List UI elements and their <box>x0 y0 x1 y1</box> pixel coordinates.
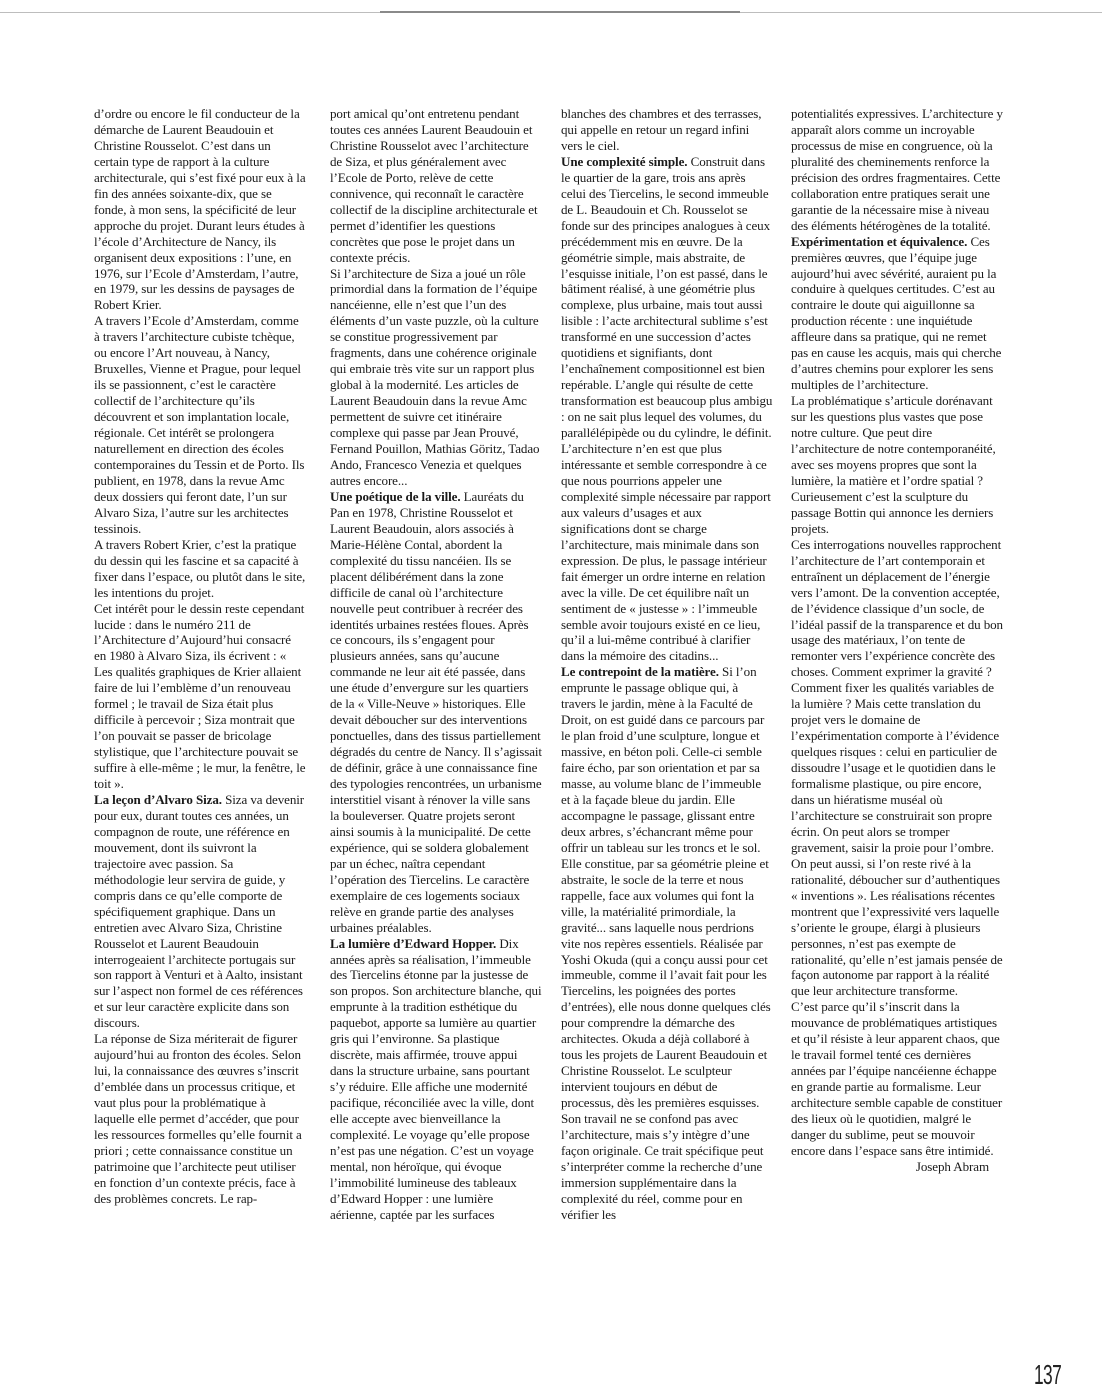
page-number: 137 <box>1034 1359 1062 1390</box>
paragraph-text: La problématique s’articule dorénavant sur les questions plus vastes que pose notre culture. Que peut dire l’architecture de notre contemporanéité, avec ses moyens propres que sont la lumière, la matière et l’ordre spatial ? Curieusement c’est la sculpture du passage Bottin qui annonce les derniers projets. <box>791 393 996 536</box>
paragraph <box>791 999 1003 1159</box>
paragraph <box>94 537 306 601</box>
paragraph-text: Si l’architecture de Siza a joué un rôle primordial dans la formation de l’équipe nancéienne, elle n’est que l’un des éléments d’un vaste puzzle, où la culture se constitue progressivement par fragments, dans une cohérence originale qui embraie très vite sur un rapport plus global à la modernité. Les articles de Laurent Beaudouin dans la revue Amc permettent de suivre cet itinéraire complexe qui passe par Jean Prouvé, Fernand Pouillon, Mathias Göritz, Tadao Ando, Francesco Venezia et quelques autres encore... <box>330 265 540 488</box>
text-column-2 <box>330 106 542 1386</box>
paragraph <box>330 106 542 266</box>
paragraph <box>94 792 306 1031</box>
author-signature: Joseph Abram <box>915 1158 989 1174</box>
paragraph-text: Dix années après sa réalisation, l’immeuble des Tiercelins étonne par la justesse de son propos. Son architecture blanche, qui emprunte à la tradition esthétique du paquebot, apporte sa lumière au quartier gris qui l’environne. Sa plastique discrète, mais affirmée, trouve appui dans la structure urbaine, sans pourtant s’y réduire. Elle affiche une modernité pacifique, réconciliée avec la ville, dont elle accepte avec bienveillance la complexité. Le voyage qu’elle propose n’est pas une négation. C’est un voyage mental, non héroïque, qui évoque l’immobilité lumineuse des tableaux d’Edward Hopper : une lumière aérienne, captée par les surfaces <box>330 935 542 1222</box>
paragraph <box>94 1031 306 1206</box>
paragraph <box>561 664 773 1222</box>
paragraph-text: potentialités expressives. L’architecture y apparaît alors comme un incroyable processus de mise en congruence, où la pluralité des cheminements renforce la précision des ordres fragmentaires. Cette collaboration entre pratiques serait une garantie de la nécessaire mise à niveau des éléments hétérogènes de la totalité. <box>791 106 1003 233</box>
paragraph <box>94 106 306 313</box>
paragraph <box>561 106 773 154</box>
section-heading: La leçon d’Alvaro Siza. <box>94 791 222 807</box>
text-column-1 <box>94 106 306 1386</box>
paragraph-text: port amical qu’ont entretenu pendant toutes ces années Laurent Beaudouin et Christine Rousselot avec l’architecture de Siza, et plus généralement avec l’Ecole de Porto, relève de cette connivence, qui reconnaît le caractère collectif de la discipline architecturale et permet d’identifier les questions concrètes que pose le projet dans un contexte précis. <box>330 106 538 265</box>
paragraph <box>94 601 306 792</box>
section-heading: Expérimentation et équivalence. <box>791 233 968 249</box>
paragraph-text: Lauréats du Pan en 1978, Christine Rousselot et Laurent Beaudouin, alors associés à Marie-Hélène Contal, abordent la complexité du tissu nancéien. Ils se placent délibérément dans la zone difficile de canal où l’architecture nouvelle peut contribuer à recréer des identités urbaines restées floues. Après ce concours, ils s’engagent pour plusieurs années, sans qu’aucune commande ne leur ait été passée, dans une étude d’envergure sur les quartiers de la « Ville-Neuve » historiques. Elle devait déboucher sur des interventions ponctuelles, dans des tissus partiellement dégradés du centre de Nancy. Il s’agissait de définir, grâce à une connaissance fine des typologies rencontrées, un urbanisme interstitiel visant à rénover la ville sans la bouleverser. Quatre projets seront ainsi soumis à la municipalité. De cette expérience, qui se soldera globalement par un échec, naîtra cependant l’opération des Tiercelins. Le caractère exemplaire de ces logements sociaux relève en grande partie des analyses urbaines préalables. <box>330 488 542 935</box>
paragraph <box>330 936 542 1223</box>
paragraph <box>94 313 306 536</box>
section-heading: La lumière d’Edward Hopper. <box>330 935 497 951</box>
paragraph <box>791 537 1003 1000</box>
paragraph <box>791 393 1003 537</box>
paragraph <box>561 154 773 665</box>
section-heading: Le contrepoint de la matière. <box>561 664 719 680</box>
paragraph-text: blanches des chambres et des terrasses, qui appelle en retour un regard infini vers le ciel. <box>561 106 762 153</box>
text-column-4 <box>791 106 1003 1386</box>
section-heading: Une poétique de la ville. <box>330 488 461 504</box>
paragraph-text: A travers Robert Krier, c’est la pratique du dessin qui les fascine et sa capacité à fixer dans l’espace, ou plutôt dans le site, les intentions du projet. <box>94 536 306 600</box>
section-heading: Une complexité simple. <box>561 153 688 169</box>
paragraph-text: C’est parce qu’il s’inscrit dans la mouvance de problématiques artistiques et qu’il résiste à leur apparent chaos, que le travail formel tenté ces dernières années par l’équipe nancéienne échappe en grande partie au formalisme. Leur architecture semble capable de constituer des lieux où le quotidien, malgré le danger du sublime, peut se mouvoir encore dans l’espace sans être intimidé. <box>791 999 1003 1158</box>
paragraph-text: Construit dans le quartier de la gare, trois ans après celui des Tiercelins, le second immeuble de L. Beaudouin et Ch. Rousselot se fonde sur des principes analogues à ceux précédemment mis en œuvre. De la géométrie simple, mais abstraite, de l’esquisse initiale, l’on est passé, dans le bâtiment réalisé, à une géométrie plus complexe, plus urbaine, mais tout aussi lisible : l’acte architectural sublime s’est transformé en une succession d’actes quotidiens et signifiants, dont l’enchaînement compositionnel est bien repérable. L’angle qui résulte de cette transformation est beaucoup plus ambigu : on ne sait plus lequel des volumes, du parallélépipède ou du cylindre, le définit. L’architecture n’en est que plus intéressante et semble correspondre à ce que nous pourrions appeler une complexité simple nécessaire par rapport aux valeurs d’usages et aux significations dont se charge l’architecture, mais minimale dans son expression. De plus, le passage intérieur fait émerger un ordre interne en relation avec la ville. De cet équilibre naît un sentiment de « justesse » : l’immeuble semble avoir toujours existé en ce lieu, qu’il a lui-même contribué à clarifier dans la mémoire des citadins... <box>561 153 773 664</box>
paragraph-text: Siza va devenir pour eux, durant toutes ces années, un compagnon de route, une référence en mouvement, dont ils suivront la trajectoire avec passion. Sa méthodologie leur servira de guide, y compris dans ce qu’elle comporte de spécifiquement graphique. Dans un entretien avec Alvaro Siza, Christine Rousselot et Laurent Beaudouin interrogeaient l’architecte portugais sur son rapport à Venturi et à Aalto, insistant sur l’aspect non formel de ces références et sur leur caractère explicite dans son discours. <box>94 791 305 1031</box>
top-rule-accent <box>380 11 740 13</box>
paragraph-text: La réponse de Siza mériterait de figurer aujourd’hui au fronton des écoles. Selon lui, la connaissance des œuvres s’inscrit d’emblée dans un processus critique, et vaut plus pour la problématique à laquelle elle permet d’accéder, que pour les ressources formelles qu’elle fournit a priori ; cette connaissance constitue un patrimoine que l’architecte peut utiliser en fonction d’un contexte précis, face à des problèmes concrets. Le rap- <box>94 1031 302 1206</box>
paragraph-text: Ces premières œuvres, que l’équipe juge aujourd’hui avec sévérité, auraient pu la conduire à quelques certitudes. C’est au contraire le doute qui aiguillonne sa production récente : une inquiétude affleure dans sa pratique, qui ne remet pas en cause les acquis, mais qui cherche d’autres chemins pour explorer les sens multiples de l’architecture. <box>791 233 1002 393</box>
paragraph-text: Cet intérêt pour le dessin reste cependant lucide : dans le numéro 211 de l’Architecture d’Aujourd’hui consacré en 1980 à Alvaro Siza, ils écrivent : « Les qualités graphiques de Krier allaient faire de lui l’emblème d’un renouveau formel ; le travail de Siza était plus difficile à percevoir ; Siza montrait que l’on pouvait se passer de bricolage stylistique, que l’architecture pouvait se suffire à elle-même ; le mur, la fenêtre, le toit ». <box>94 600 306 792</box>
paragraph <box>330 266 542 489</box>
text-column-3 <box>561 106 773 1386</box>
paragraph-text: Si l’on emprunte le passage oblique qui, à travers le jardin, mène à la Faculté de Droit, on est guidé dans ce parcours par le plan froid d’une sculpture, longue et massive, en béton poli. Celle-ci semble faire écho, par son orientation et par sa masse, au volume blanc de l’immeuble et à la façade bleue du jardin. Elle accompagne le passage, glissant entre deux arbres, s’échancrant même pour offrir un tableau sur les troncs et le sol. Elle constitue, par sa géométrie pleine et abstraite, le socle de la terre et nous rappelle, face aux volumes qui font la ville, la matérialité primordiale, la gravité... sans laquelle nous perdrions vite nos repères essentiels. Réalisée par Yoshi Okuda (qui a conçu aussi pour cet immeuble, comme il l’avait fait pour les Tiercelins, les poignées des portes d’entrées), elle nous donne quelques clés pour comprendre la démarche des architectes. Okuda a déjà collaboré à tous les projets de Laurent Beaudouin et Christine Rousselot. Le sculpteur intervient toujours en début de processus, dès les premières esquisses. Son travail ne se confond pas avec l’architecture, mais s’y intègre d’une façon originale. Ce trait spécifique peut s’interpréter comme la recherche d’une immersion supplémentaire dans la complexité du réel, comme pour en vérifier les <box>561 664 771 1222</box>
paragraph <box>791 106 1003 234</box>
paragraph-text: A travers l’Ecole d’Amsterdam, comme à travers l’architecture cubiste tchèque, ou encore l’Art nouveau, à Nancy, Bruxelles, Vienne et Prague, pour lequel ils se passionnent, c’est le caractère collectif de l’architecture qu’ils découvrent et son implantation locale, régionale. Cet intérêt se prolongera naturellement en direction des écoles contemporaines du Tessin et de Porto. Ils publient, en 1978, dans la revue Amc deux dossiers qui feront date, l’un sur Alvaro Siza, l’autre sur les architectes tessinois. <box>94 313 305 536</box>
paragraph-text: Ces interrogations nouvelles rapprochent l’architecture de l’art contemporain et entraînent un déplacement de l’énergie vers l’amont. De la convention acceptée, de l’évidence classique d’un socle, de l’idéal passif de la transparence et du bon usage des matériaux, l’on tente de remonter vers l’expérience concrète des choses. Comment exprimer la gravité ? Comment fixer les qualités variables de la lumière ? Mais cette translation du projet vers le domaine de l’expérimentation comporte à l’évidence quelques risques : celui en particulier de dissoudre l’usage et le quotidien dans le formalisme plastique, ou pire encore, dans un hiératisme muséal où l’architecture se construirait son propre écrin. On peut alors se tromper gravement, saisir la proie pour l’ombre. On peut aussi, si l’on reste rivé à la rationalité, déboucher sur d’authentiques « inventions ». Les réalisations récentes montrent que l’expressivité vers laquelle s’oriente le groupe, élargi à plusieurs personnes, n’est pas exempte de rationalité, qu’elle n’est jamais pensée de façon autonome par rapport à la réalité que leur architecture transforme. <box>791 536 1003 999</box>
paragraph <box>330 489 542 936</box>
paragraph-text: d’ordre ou encore le fil conducteur de la démarche de Laurent Beaudouin et Christine Rousselot. C’est dans un certain type de rapport à la culture architecturale, qui s’est fixé pour eux à la fin des années soixante-dix, que se fonde, à mon sens, la spécificité de leur approche du projet. Durant leurs études à l’école d’Architecture de Nancy, ils organisent deux expositions : l’une, en 1976, sur l’Ecole d’Amsterdam, l’autre, en 1979, sur les dessins de paysages de Robert Krier. <box>94 106 306 313</box>
paragraph <box>791 234 1003 394</box>
